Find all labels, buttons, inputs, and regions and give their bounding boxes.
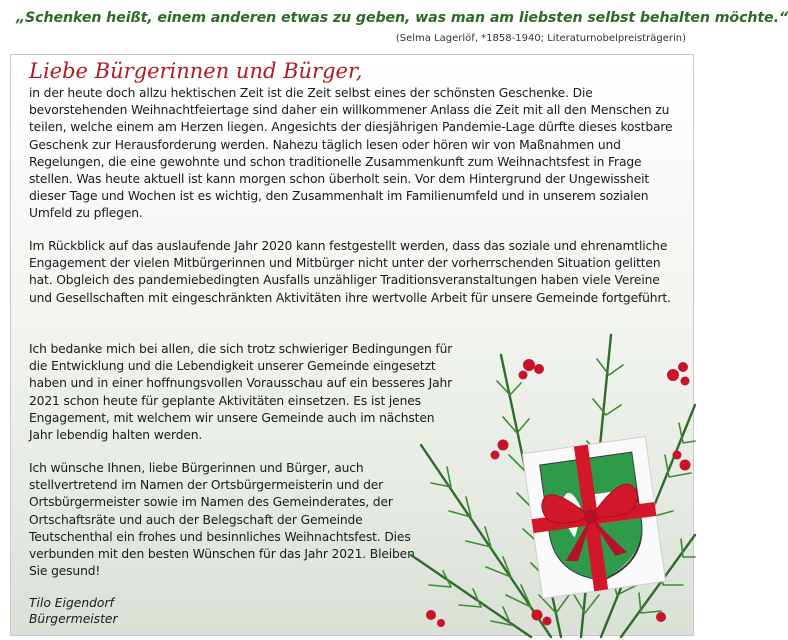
letter-card	[10, 54, 694, 636]
quote-source: (Selma Lagerlöf, *1858-1940; Literaturnobelpreisträgerin)	[395, 33, 686, 44]
letter-paragraph-1: in der heute doch allzu hektischen Zeit ist die Zeit selbst eines der schönsten Geschenke. Die bevorstehenden Weihnachtfeiertage sind daher ein willkommener Anlass die Zeit mit all den Menschen zu teilen, welche einem am Herzen liegen. Angesichts der diesjährigen Pandemie-Lage dürfte dieses kostbare Geschenk zur Herausforderung werden. Nahezu täglich lesen oder hören wir von Maßnahmen und Regelungen, die eine gewohnte und schon traditionelle Zusammenkunft zum Weihnachtsfest in Frage stellen. Was heute aktuell ist kann morgen schon überholt sein. Vor dem Hintergrund der Ungewissheit dieser Tage und Wochen ist es wichtig, den Zusammenhalt im Familienumfeld und in unserem sozialen Umfeld zu pflegen.	[29, 86, 673, 221]
letter-paragraph-3: Ich bedanke mich bei allen, die sich trotz schwieriger Bedingungen für die Entwicklung und die Lebendigkeit unserer Gemeinde eingesetzt haben und in einer hoffnungsvollen Vorausschau auf ein besseres Jahr 2021 schon heute für geplante Aktivitäten einsetzen. Es ist jenes Engagement, mit welchem wir unsere Gemeinde auch im nächsten Jahr lebendig halten werden.	[29, 342, 453, 443]
quote-box	[10, 6, 788, 52]
christmas-decoration	[411, 295, 695, 637]
letter-paragraph-2: Im Rückblick auf das auslaufende Jahr 2020 kann festgestellt werden, dass das soziale und ehrenamtliche Engagement der vielen Mitbürgerinnen und Mitbürger nicht unter der vorherrschenden Situation gelitten hat. Obgleich des pandemiebedingten Ausfalls unzähliger Traditionsveranstaltungen haben viele Vereine und Gesellschaften mit eingeschränkten Aktivitäten ihre wertvolle Arbeit für unsere Gemeinde fortgeführt.	[29, 239, 671, 305]
signature-role: Bürgermeister	[29, 612, 118, 626]
quote-text: „Schenken heißt, einem anderen etwas zu geben, was man am liebsten selbst behalten möchte.“	[16, 10, 788, 26]
letter-paragraph-4: Ich wünsche Ihnen, liebe Bürgerinnen und Bürger, auch stellvertretend im Namen der Ortsbürgermeisterin und der Ortsbürgermeister sowie im Namen des Gemeinderates, der Ortschaftsräte und auch der Belegschaft der Gemeinde Teutschenthal ein frohes und besinnliches Weihnachtsfest. Dies verbunden mit den besten Wünschen für das Jahr 2021. Bleiben Sie gesund!	[29, 461, 415, 579]
signature-name: Tilo Eigendorf	[29, 596, 114, 610]
letter-greeting: Liebe Bürgerinnen und Bürger,	[29, 59, 363, 83]
signature	[29, 595, 118, 627]
